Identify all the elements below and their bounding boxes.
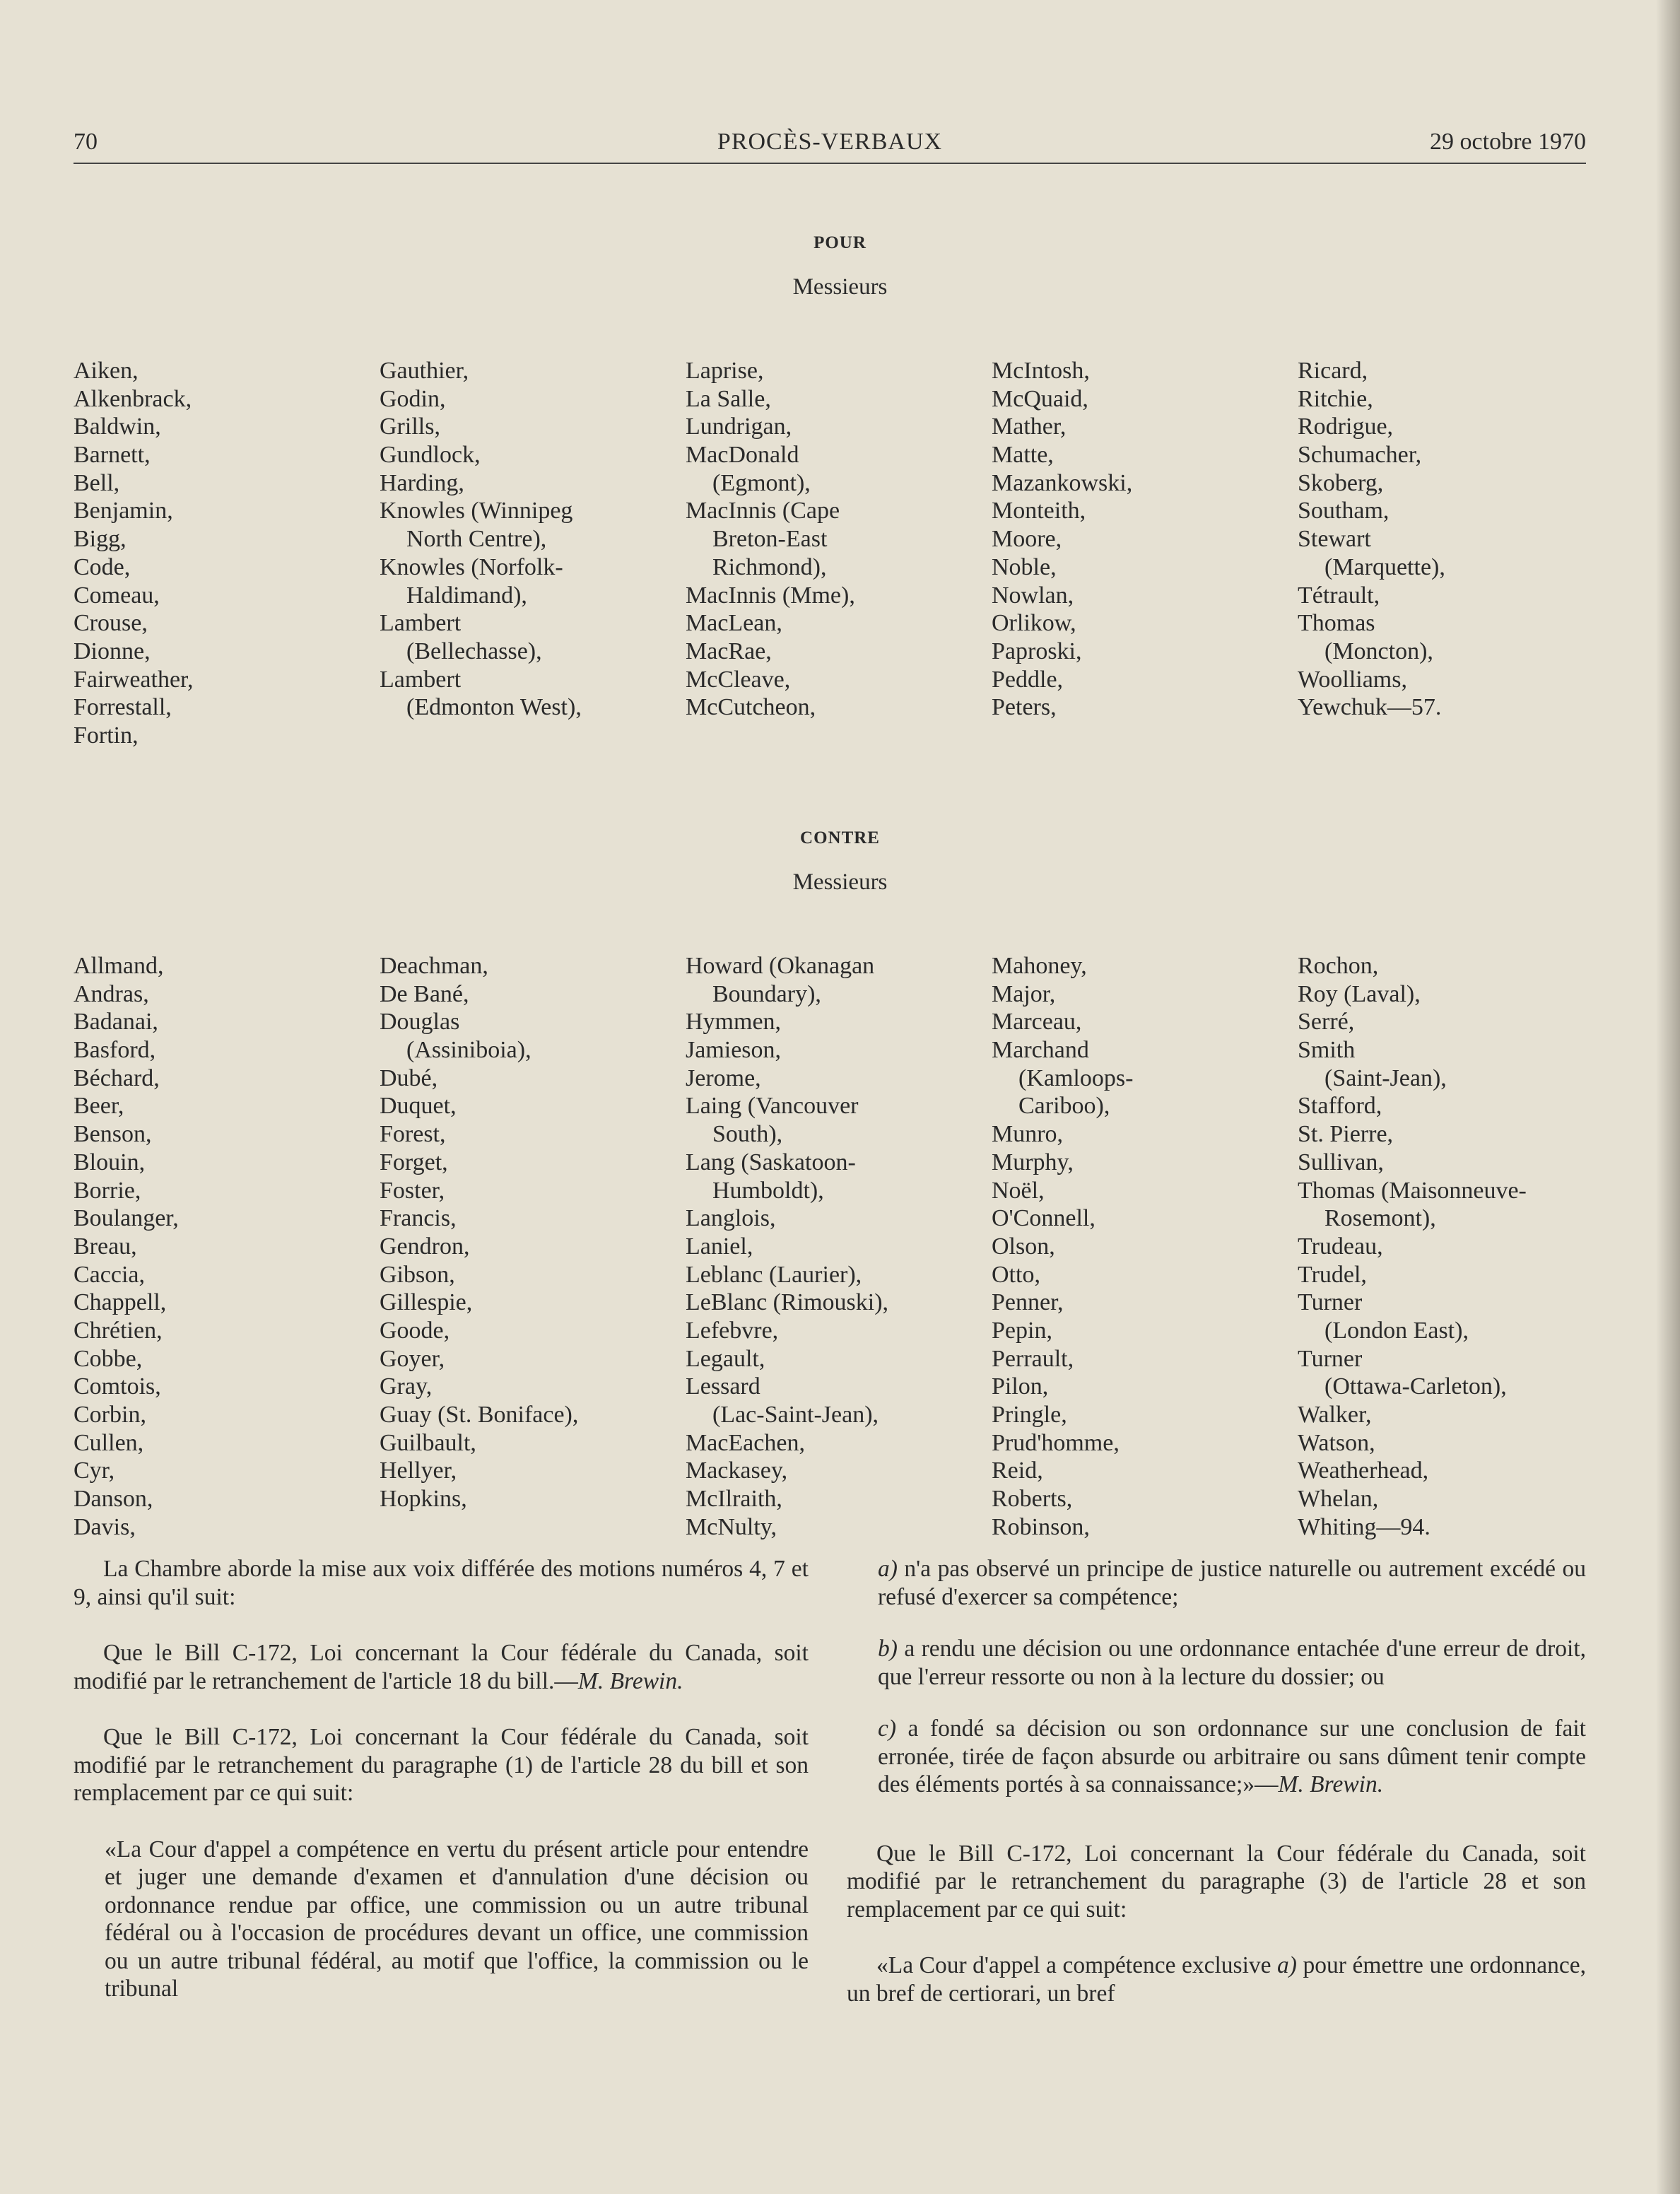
member-name: Richmond), (712, 553, 827, 580)
member-name: (Marquette), (1324, 553, 1445, 580)
running-title: PROCÈS-VERBAUX (717, 129, 943, 155)
clause-text: a fondé sa décision ou son ordonnance sur une conclusion de fait erronée, tirée de façon absurde ou arbitraire ou sans dûment tenir compte des éléments portés à sa connaissance;»— (878, 1715, 1586, 1797)
member-name: Breau, (74, 1233, 137, 1260)
member-name: McIlraith, (686, 1486, 782, 1513)
member-name: Danson, (74, 1486, 153, 1513)
member-name: Rosemont), (1324, 1205, 1436, 1232)
member-name: Walker, (1298, 1402, 1372, 1428)
member-name: Bigg, (74, 526, 127, 553)
member-name: Olson, (992, 1233, 1055, 1260)
member-name: Southam, (1298, 498, 1390, 524)
member-name: Caccia, (74, 1261, 145, 1288)
member-name: Code, (74, 553, 131, 580)
member-name: Gillespie, (380, 1289, 473, 1316)
member-name: McCutcheon, (686, 694, 816, 721)
contre-column (992, 952, 1298, 1541)
member-name: Forget, (380, 1149, 448, 1175)
pour-column (74, 357, 380, 750)
clause-label: b) (878, 1636, 898, 1662)
member-name: Haldimand), (406, 582, 527, 609)
member-name: Boulanger, (74, 1205, 179, 1232)
member-name: St. Pierre, (1298, 1121, 1394, 1148)
contre-column (686, 952, 992, 1541)
member-name: Benson, (74, 1121, 152, 1148)
member-name: Foster, (380, 1177, 445, 1204)
member-name: Stewart (1298, 526, 1371, 553)
member-name: Otto, (992, 1261, 1040, 1288)
member-name: Comtois, (74, 1373, 161, 1400)
member-name: McCleave, (686, 666, 791, 693)
member-name: Peters, (992, 694, 1057, 721)
clause-label: c) (878, 1715, 897, 1742)
pour-column (686, 357, 992, 750)
member-name: Basford, (74, 1037, 156, 1064)
member-name: Lefebvre, (686, 1317, 779, 1344)
member-name: Baldwin, (74, 413, 161, 440)
member-name: (Lac-Saint-Jean), (712, 1402, 879, 1428)
member-name: MacLean, (686, 610, 782, 637)
member-name: Leblanc (Laurier), (686, 1261, 862, 1288)
member-name: Watson, (1298, 1429, 1375, 1456)
member-name: Pepin, (992, 1317, 1052, 1344)
member-name: Barnett, (74, 442, 151, 469)
member-name: Harding, (380, 469, 464, 496)
member-name: Duquet, (380, 1093, 457, 1120)
member-name: Jamieson, (686, 1037, 782, 1064)
member-name: (Saint-Jean), (1324, 1064, 1447, 1091)
member-name: Turner (1298, 1345, 1363, 1372)
paragraph (74, 1639, 809, 1695)
member-name: Fortin, (74, 722, 139, 749)
member-name: Whiting—94. (1298, 1513, 1431, 1540)
member-name: Alkenbrack, (74, 385, 192, 412)
member-name: (Egmont), (712, 469, 811, 496)
contre-column (74, 952, 380, 1541)
member-name: MacRae, (686, 638, 772, 664)
member-name: Gauthier, (380, 358, 469, 384)
motion-author: M. Brewin. (1278, 1771, 1384, 1797)
contre-title: CONTRE (800, 828, 880, 847)
member-name: Mahoney, (992, 953, 1087, 979)
member-name: Laprise, (686, 358, 764, 384)
member-name: Forest, (380, 1121, 446, 1148)
member-name: (London East), (1324, 1317, 1469, 1344)
member-name: Noël, (992, 1177, 1045, 1204)
member-name: Lambert (380, 666, 462, 693)
member-name: Lundrigan, (686, 413, 792, 440)
member-name: Serré, (1298, 1009, 1355, 1036)
member-name: (Bellechasse), (406, 638, 542, 664)
member-name: Tétrault, (1298, 582, 1380, 609)
paragraph: Que le Bill C-172, Loi concernant la Cour fédérale du Canada, soit modifié par le retranchement du paragraphe (3) de l'article 28 et son remplacement par ce qui suit: (847, 1840, 1586, 1923)
page-edge-shadow (1656, 0, 1680, 2194)
pour-names (74, 357, 1614, 750)
member-name: Robinson, (992, 1513, 1090, 1540)
member-name: Legault, (686, 1345, 765, 1372)
member-name: Penner, (992, 1289, 1064, 1316)
paragraph-text: «La Cour d'appel a compétence exclusive (876, 1952, 1278, 1978)
paragraph-text: pour émettre une ordonnance, un bref de certiorari, un bref (847, 1952, 1586, 2007)
clause-b (847, 1635, 1586, 1691)
member-name: Aiken, (74, 358, 139, 384)
member-name: Forrestall, (74, 694, 172, 721)
member-name: MacInnis (Mme), (686, 582, 855, 609)
motion-author: M. Brewin. (577, 1667, 683, 1694)
member-name: Gundlock, (380, 442, 481, 469)
member-name: Mackasey, (686, 1457, 788, 1484)
member-name: Boundary), (712, 980, 821, 1007)
member-name: Ritchie, (1298, 385, 1373, 412)
contre-column (1298, 952, 1604, 1541)
member-name: Francis, (380, 1205, 457, 1232)
member-name: Whelan, (1298, 1486, 1379, 1513)
pour-subtitle: Messieurs (792, 274, 888, 300)
member-name: Crouse, (74, 610, 148, 637)
page-header (74, 129, 1586, 164)
member-name: Marceau, (992, 1009, 1082, 1036)
member-name: Howard (Okanagan (686, 953, 875, 979)
member-name: (Assiniboia), (406, 1037, 531, 1064)
member-name: O'Connell, (992, 1205, 1095, 1232)
member-name: Goyer, (380, 1345, 445, 1372)
header-date: 29 octobre 1970 (1430, 129, 1586, 155)
member-name: Thomas (Maisonneuve- (1298, 1177, 1527, 1204)
member-name: De Bané, (380, 980, 469, 1007)
member-name: Pringle, (992, 1402, 1067, 1428)
member-name: Deachman, (380, 953, 488, 979)
member-name: (Moncton), (1324, 638, 1433, 664)
member-name: Moore, (992, 526, 1062, 553)
member-name: Paproski, (992, 638, 1082, 664)
member-name: Hopkins, (380, 1486, 467, 1513)
member-name: LeBlanc (Rimouski), (686, 1289, 889, 1316)
page-number: 70 (74, 129, 98, 155)
member-name: Grills, (380, 413, 440, 440)
member-name: Guilbault, (380, 1429, 476, 1456)
member-name: North Centre), (406, 526, 547, 553)
contre-column (380, 952, 686, 1541)
member-name: Thomas (1298, 610, 1375, 637)
member-name: Cyr, (74, 1457, 115, 1484)
clause-label: a) (1277, 1952, 1297, 1978)
member-name: Godin, (380, 385, 446, 412)
clause-a (847, 1555, 1586, 1611)
member-name: Goode, (380, 1317, 450, 1344)
member-name: MacDonald (686, 442, 799, 469)
member-name: Hellyer, (380, 1457, 457, 1484)
member-name: MacEachen, (686, 1429, 805, 1456)
member-name: Jerome, (686, 1064, 761, 1091)
member-name: Béchard, (74, 1064, 160, 1091)
member-name: Comeau, (74, 582, 160, 609)
member-name: Reid, (992, 1457, 1043, 1484)
pour-title: POUR (813, 233, 867, 252)
member-name: (Edmonton West), (406, 694, 582, 721)
clause-c (847, 1715, 1586, 1799)
member-name: Woolliams, (1298, 666, 1407, 693)
member-name: Chrétien, (74, 1317, 163, 1344)
paragraph: La Chambre aborde la mise aux voix différée des motions numéros 4, 7 et 9, ainsi qu'il suit: (74, 1556, 809, 1610)
member-name: Schumacher, (1298, 442, 1422, 469)
member-name: Gibson, (380, 1261, 455, 1288)
member-name: Laing (Vancouver (686, 1093, 859, 1120)
member-name: Benjamin, (74, 498, 173, 524)
member-name: Matte, (992, 442, 1054, 469)
member-name: Hymmen, (686, 1009, 782, 1036)
member-name: Skoberg, (1298, 469, 1384, 496)
member-name: Borrie, (74, 1177, 141, 1204)
member-name: Lambert (380, 610, 462, 637)
member-name: Corbin, (74, 1402, 146, 1428)
member-name: Douglas (380, 1009, 460, 1036)
member-name: MacInnis (Cape (686, 498, 840, 524)
member-name: Cullen, (74, 1429, 144, 1456)
member-name: Cobbe, (74, 1345, 143, 1372)
quoted-paragraph: «La Cour d'appel a compétence en vertu du présent article pour entendre et juger une demande d'examen et d'annulation d'une décision ou ordonnance rendue par office, une commission ou un autre tribunal fédéral ou à l'occasion de procédures devant un office, une commission ou un autre tribunal fédéral, au motif que l'office, la commission ou le tribunal (105, 1836, 809, 2002)
member-name: Ricard, (1298, 358, 1368, 384)
member-name: Smith (1298, 1037, 1356, 1064)
contre-names (74, 952, 1614, 1541)
member-name: Peddle, (992, 666, 1064, 693)
text-column-left (74, 1555, 809, 2031)
member-name: Breton-East (712, 526, 828, 553)
member-name: Rodrigue, (1298, 413, 1394, 440)
member-name: Allmand, (74, 953, 164, 979)
member-name: Cariboo), (1018, 1093, 1110, 1120)
member-name: McIntosh, (992, 358, 1090, 384)
member-name: Fairweather, (74, 666, 194, 693)
member-name: Major, (992, 980, 1056, 1007)
member-name: Pilon, (992, 1373, 1049, 1400)
member-name: Roberts, (992, 1486, 1073, 1513)
pour-column (1298, 357, 1604, 750)
paragraph: Que le Bill C-172, Loi concernant la Cour fédérale du Canada, soit modifié par le retranchement du paragraphe (1) de l'article 28 du bill et son remplacement par ce qui suit: (74, 1724, 809, 1806)
contre-subtitle: Messieurs (792, 869, 888, 895)
member-name: Stafford, (1298, 1093, 1382, 1120)
member-name: Noble, (992, 553, 1057, 580)
member-name: Laniel, (686, 1233, 753, 1260)
member-name: Badanai, (74, 1009, 158, 1036)
member-name: Lessard (686, 1373, 760, 1400)
member-name: Knowles (Winnipeg (380, 498, 573, 524)
member-name: (Kamloops- (1018, 1064, 1134, 1091)
member-name: Prud'homme, (992, 1429, 1120, 1456)
pour-column (992, 357, 1298, 750)
member-name: Mather, (992, 413, 1067, 440)
member-name: Turner (1298, 1289, 1363, 1316)
member-name: Yewchuk—57. (1298, 694, 1442, 721)
member-name: Andras, (74, 980, 149, 1007)
member-name: Monteith, (992, 498, 1086, 524)
clause-text: n'a pas observé un principe de justice naturelle ou autrement excédé ou refusé d'exercer sa compétence; (878, 1556, 1586, 1610)
member-name: Orlikow, (992, 610, 1076, 637)
clause-text: a rendu une décision ou une ordonnance entachée d'une erreur de droit, que l'erreur ressorte ou non à la lecture du dossier; ou (878, 1636, 1586, 1690)
member-name: Sullivan, (1298, 1149, 1384, 1175)
member-name: McQuaid, (992, 385, 1088, 412)
member-name: Dubé, (380, 1064, 438, 1091)
member-name: Gendron, (380, 1233, 470, 1260)
text-column-right (847, 1555, 1586, 2036)
clause-label: a) (878, 1556, 898, 1582)
member-name: (Ottawa-Carleton), (1324, 1373, 1507, 1400)
member-name: Perrault, (992, 1345, 1074, 1372)
member-name: Mazankowski, (992, 469, 1133, 496)
member-name: Blouin, (74, 1149, 146, 1175)
member-name: Chappell, (74, 1289, 167, 1316)
member-name: Humboldt), (712, 1177, 824, 1204)
member-name: Trudel, (1298, 1261, 1367, 1288)
member-name: Beer, (74, 1093, 124, 1120)
member-name: Lang (Saskatoon- (686, 1149, 856, 1175)
member-name: Nowlan, (992, 582, 1074, 609)
member-name: South), (712, 1121, 783, 1148)
member-name: Rochon, (1298, 953, 1379, 979)
member-name: Marchand (992, 1037, 1089, 1064)
member-name: Murphy, (992, 1149, 1074, 1175)
paragraph (847, 1952, 1586, 2007)
member-name: Bell, (74, 469, 120, 496)
member-name: Weatherhead, (1298, 1457, 1429, 1484)
header-rule (74, 163, 1586, 164)
member-name: Davis, (74, 1513, 136, 1540)
motion-text: Que le Bill C-172, Loi concernant la Cour fédérale du Canada, soit modifié par le retranchement de l'article 18 du bill.— (74, 1640, 809, 1694)
pour-column (380, 357, 686, 750)
member-name: Langlois, (686, 1205, 776, 1232)
member-name: Trudeau, (1298, 1233, 1383, 1260)
member-name: McNulty, (686, 1513, 777, 1540)
member-name: La Salle, (686, 385, 771, 412)
member-name: Roy (Laval), (1298, 980, 1421, 1007)
member-name: Knowles (Norfolk- (380, 553, 563, 580)
member-name: Gray, (380, 1373, 433, 1400)
member-name: Guay (St. Boniface), (380, 1402, 579, 1428)
member-name: Munro, (992, 1121, 1064, 1148)
member-name: Dionne, (74, 638, 151, 664)
